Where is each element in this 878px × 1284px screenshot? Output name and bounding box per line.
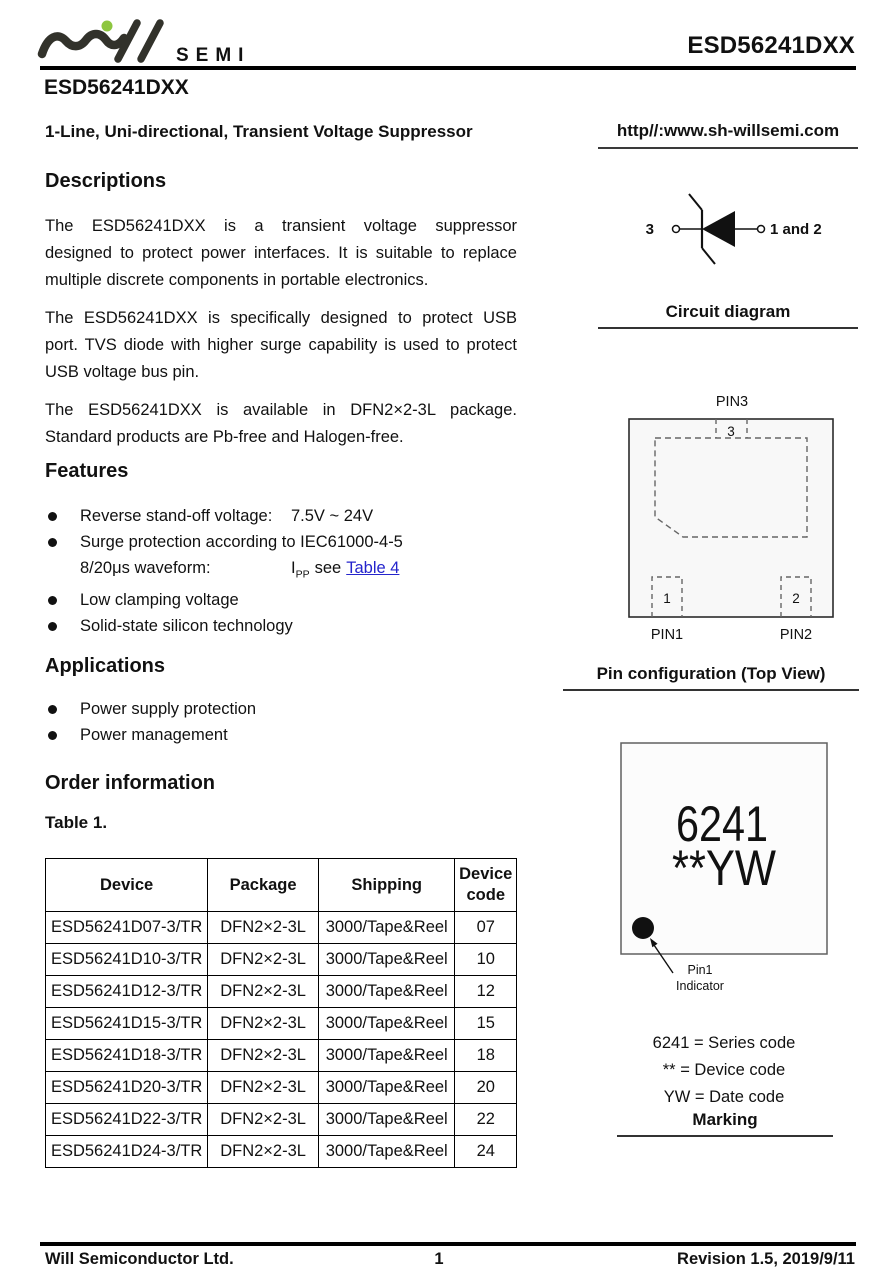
table-row (46, 1136, 517, 1168)
willsemi-logo (36, 10, 276, 68)
marking-series-text: 6241 (676, 796, 768, 852)
circuit-diagram (598, 168, 855, 303)
footer-page-number: 1 (434, 1250, 444, 1268)
device-cell: ESD56241D24-3/TR (46, 1136, 208, 1168)
ipp-symbol: $I_{PP}$ (291, 559, 310, 581)
feature-detail-line (80, 555, 403, 587)
circuit-diagram-caption: Circuit diagram (598, 302, 858, 329)
column-header-device: Device (46, 859, 208, 912)
device-cell: ESD56241D12-3/TR (46, 976, 208, 1008)
column-header-device-code: Device code (455, 859, 517, 912)
package-cell: DFN2×2-3L (208, 1104, 319, 1136)
legend-device-code: ** = Device code (662, 1061, 786, 1079)
package-cell: DFN2×2-3L (208, 944, 319, 976)
shipping-cell: 3000/Tape&Reel (318, 1072, 455, 1104)
table-row (46, 1104, 517, 1136)
circuit-pin3-label: 3 (645, 221, 654, 238)
list-item (45, 696, 545, 722)
shipping-cell: 3000/Tape&Reel (318, 976, 455, 1008)
package-outline (629, 419, 833, 617)
description-paragraph: The ESD56241DXX is specifically designed to protect USB port. TVS diode with higher surge capability is used to protect USB voltage bus pin. (45, 309, 517, 381)
device-code-cell: 12 (455, 976, 517, 1008)
applications-list (45, 696, 545, 748)
table-row (46, 1040, 517, 1072)
device-code-cell: 07 (455, 912, 517, 944)
device-code-cell: 22 (455, 1104, 517, 1136)
header-part-number: ESD56241DXX (687, 32, 855, 59)
bullet-icon (48, 512, 57, 521)
order-table (45, 858, 517, 1168)
logo-wave-icon (42, 34, 124, 54)
document-subtitle: 1-Line, Uni-directional, Transient Voltage Suppressor (45, 122, 473, 141)
application-label: Power supply protection (80, 700, 257, 718)
legend-date-code: YW = Date code (663, 1088, 785, 1106)
footer-company: Will Semiconductor Ltd. (45, 1250, 234, 1268)
package-cell: DFN2×2-3L (208, 1136, 319, 1168)
table1-label: Table 1. (45, 813, 108, 832)
logo-green-dot-icon (102, 21, 113, 32)
list-item (45, 722, 545, 748)
pin3-label: PIN3 (715, 394, 749, 410)
footer-rule (40, 1242, 856, 1246)
table-row (46, 1008, 517, 1040)
table-row (46, 976, 517, 1008)
logo-slash-icon (141, 23, 160, 59)
features-heading: Features (45, 460, 129, 482)
website-url: http//:www.sh-willsemi.com (598, 121, 858, 149)
device-cell: ESD56241D15-3/TR (46, 1008, 208, 1040)
feature-label: Low clamping voltage (80, 591, 239, 610)
device-cell: ESD56241D07-3/TR (46, 912, 208, 944)
pin1-indicator-label: Indicator (676, 979, 724, 993)
package-cell: DFN2×2-3L (208, 1008, 319, 1040)
bullet-icon (48, 538, 57, 547)
package-cell: DFN2×2-3L (208, 1040, 319, 1072)
footer-revision: Revision 1.5, 2019/9/11 (677, 1250, 855, 1268)
shipping-cell: 3000/Tape&Reel (318, 1104, 455, 1136)
pad3-number: 3 (727, 424, 735, 439)
header-rule (40, 66, 856, 70)
pin1-indicator-dot-icon (632, 917, 654, 939)
diode-triangle-icon (702, 211, 735, 247)
description-paragraph: The ESD56241DXX is available in DFN2×2-3L package. Standard products are Pb-free and Halogen-free. (45, 401, 517, 446)
descriptions-heading: Descriptions (45, 170, 167, 192)
pin-configuration-diagram (600, 390, 855, 648)
application-label: Power management (80, 726, 228, 744)
bullet-icon (48, 622, 57, 631)
device-cell: ESD56241D10-3/TR (46, 944, 208, 976)
circuit-pin12-label: 1 and 2 (770, 221, 822, 238)
pin-configuration-caption: Pin configuration (Top View) (563, 664, 859, 691)
pin1-indicator-label: Pin1 (687, 963, 713, 977)
table-row (46, 912, 517, 944)
shipping-cell: 3000/Tape&Reel (318, 912, 455, 944)
pad1-number: 1 (663, 591, 671, 606)
table-row (46, 944, 517, 976)
terminal-icon (673, 226, 680, 233)
pin2-label: PIN2 (779, 627, 813, 643)
bullet-icon (48, 596, 57, 605)
table-row (46, 1072, 517, 1104)
shipping-cell: 3000/Tape&Reel (318, 1136, 455, 1168)
see-text: see (314, 559, 342, 577)
device-code-cell: 10 (455, 944, 517, 976)
package-cell: DFN2×2-3L (208, 1072, 319, 1104)
marking-code-text: **YW (672, 840, 777, 896)
feature-label: Surge protection according to IEC61000-4-5 (80, 533, 403, 551)
shipping-cell: 3000/Tape&Reel (318, 1008, 455, 1040)
diode-cathode-tail (689, 194, 702, 210)
waveform-label: 8/20μs waveform: (80, 559, 211, 577)
list-item (45, 529, 545, 587)
device-code-cell: 20 (455, 1072, 517, 1104)
applications-heading: Applications (45, 655, 166, 677)
list-item (45, 587, 545, 613)
feature-label: Solid-state silicon technology (80, 617, 293, 636)
device-code-cell: 15 (455, 1008, 517, 1040)
diode-cathode-tail (702, 248, 715, 264)
features-list (45, 503, 545, 639)
description-paragraph: The ESD56241DXX is a transient voltage suppressor designed to protect power interfaces. It is suitable to replace multiple discrete components in portable electronics. (45, 217, 517, 289)
table-header-row (46, 859, 517, 912)
page-title: ESD56241DXX (44, 76, 189, 99)
list-item (45, 613, 545, 639)
device-code-cell: 24 (455, 1136, 517, 1168)
shipping-cell: 3000/Tape&Reel (318, 1040, 455, 1072)
package-cell: DFN2×2-3L (208, 976, 319, 1008)
pin1-label: PIN1 (650, 627, 684, 643)
marking-diagram (600, 735, 855, 1003)
descriptions-body (45, 213, 517, 462)
device-cell: ESD56241D20-3/TR (46, 1072, 208, 1104)
terminal-icon (758, 226, 765, 233)
legend-series-code: 6241 = Series code (652, 1034, 796, 1052)
column-header-package: Package (208, 859, 319, 912)
bullet-icon (48, 731, 57, 740)
logo-semi-text: SEMI (176, 45, 251, 66)
column-header-shipping: Shipping (318, 859, 455, 912)
feature-label: Reverse stand-off voltage: (80, 507, 273, 525)
shipping-cell: 3000/Tape&Reel (318, 944, 455, 976)
device-cell: ESD56241D22-3/TR (46, 1104, 208, 1136)
device-cell: ESD56241D18-3/TR (46, 1040, 208, 1072)
feature-value: 7.5V ~ 24V (291, 507, 374, 525)
package-cell: DFN2×2-3L (208, 912, 319, 944)
order-information-heading: Order information (45, 772, 216, 794)
pad2-number: 2 (792, 591, 800, 606)
device-code-cell: 18 (455, 1040, 517, 1072)
marking-caption: Marking (617, 1110, 833, 1137)
bullet-icon (48, 705, 57, 714)
table4-link[interactable]: Table 4 (346, 559, 400, 577)
marking-legend (600, 1030, 848, 1111)
list-item (45, 503, 545, 529)
